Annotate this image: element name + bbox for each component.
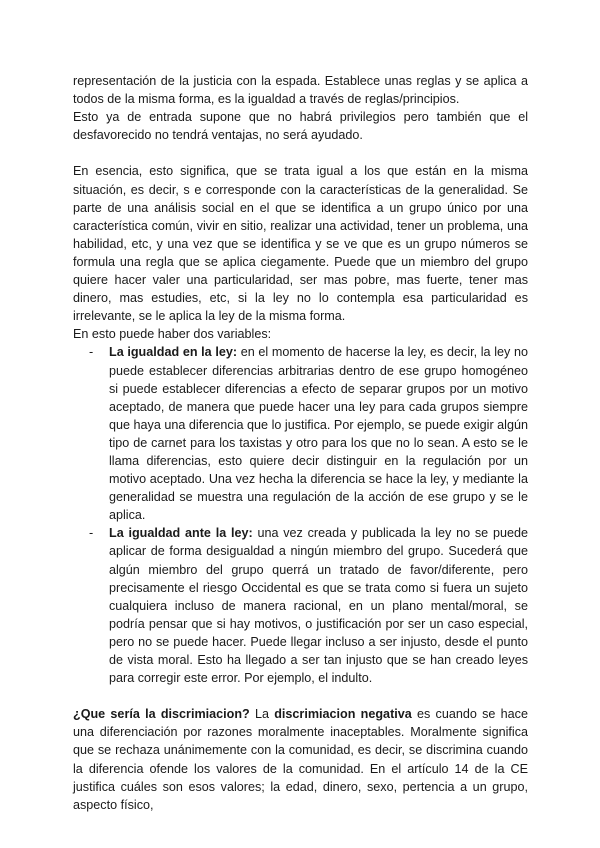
list-item-text: una vez creada y publicada la ley no se puede aplicar de forma desigualdad a ningún miembro del grupo. Sucederá que algún miembro del grupo querrá un tratado de favor/diferente, pero precisamente el riesgo Occidental es que se trata como si fuera un sujeto cualquiera incluso de manera racional, en un plano mental/moral, se podría pensar que si hay motivos, o justificación por ser un caso especial, pero no se puede hacer. Puede llegar incluso a ser injusto, desde el punto de vista moral. Esto ha llegado a ser tan injusto que se han creado leyes para corregir este error. Por ejemplo, el indulto.	[109, 526, 528, 686]
paragraph-intro: representación de la justicia con la espada. Establece unas reglas y se aplica a todos de la misma forma, es la igualdad a través de reglas/principios.	[73, 74, 528, 107]
bold-term: discrimiacion negativa	[274, 707, 412, 722]
paragraph-gap	[73, 144, 528, 162]
paragraph-variables-intro: En esto puede haber dos variables:	[73, 327, 272, 342]
paragraph-text: es cuando se hace una diferenciación por razones moralmente inaceptables. Moralmente significa que se rechaza unánimemente con la comunidad, es decir, se discrimina cuando la diferencia ofende los valores de la comunidad. En el artículo 14 de la CE justifica cuáles son esos valores; la edad, dinero, sexo, pertencia a un grupo, aspecto físico,	[73, 707, 528, 812]
list-item	[89, 343, 528, 524]
question-title: ¿Que sería la discrimiacion?	[73, 707, 250, 722]
list-dash: -	[89, 526, 94, 541]
list-item	[89, 524, 528, 687]
variables-list	[73, 343, 528, 687]
list-item-title: La igualdad en la ley:	[109, 345, 238, 360]
list-dash: -	[89, 345, 94, 360]
list-item-title: La igualdad ante la ley:	[109, 526, 253, 541]
list-item-text: en el momento de hacerse la ley, es decir, la ley no puede establecer diferencias arbitrarias dentro de ese grupo homogéneo si puede establecer diferencias a efecto de separar grupos por un motivo aceptado, de manera que puede hacer una ley para cada grupos siempre que haya una diferencia que lo justifica. Por ejemplo, se puede exigir algún tipo de carnet para los taxistas y otro para los que no lo sean. A esto se le llama diferencias, esto quiere decir distinguir en la regulación por un motivo aceptado. Una vez hecha la diferencia se hace la ley, y mediante la generalidad se muestra una regulación de la acción de ese grupo y se le aplica.	[109, 345, 528, 523]
paragraph-discrimination	[73, 705, 528, 814]
paragraph-privileges: Esto ya de entrada supone que no habrá privilegios pero también que el desfavorecido no tendrá ventajas, no será ayudado.	[73, 110, 528, 143]
paragraph-gap	[73, 687, 528, 705]
paragraph-text: La	[249, 707, 275, 722]
paragraph-essence: En esencia, esto significa, que se trata igual a los que están en la misma situación, es decir, s e corresponde con la características de la generalidad. Se parte de una análisis social en el que se identifica a un grupo único por una característica común, vivir en sitio, realizar una actividad, tener un problema, una habilidad, etc, y una vez que se identifica y se ve que es un grupo números se formula una regla que se aplica ciegamente. Puede que un miembro del grupo quiere hacer valer una particularidad, ser mas pobre, mas fuerte, tener mas dinero, mas estudies, etc, si la ley no lo contempla esa particularidad es irrelevante, se le aplica la ley de la misma forma.	[73, 164, 528, 324]
